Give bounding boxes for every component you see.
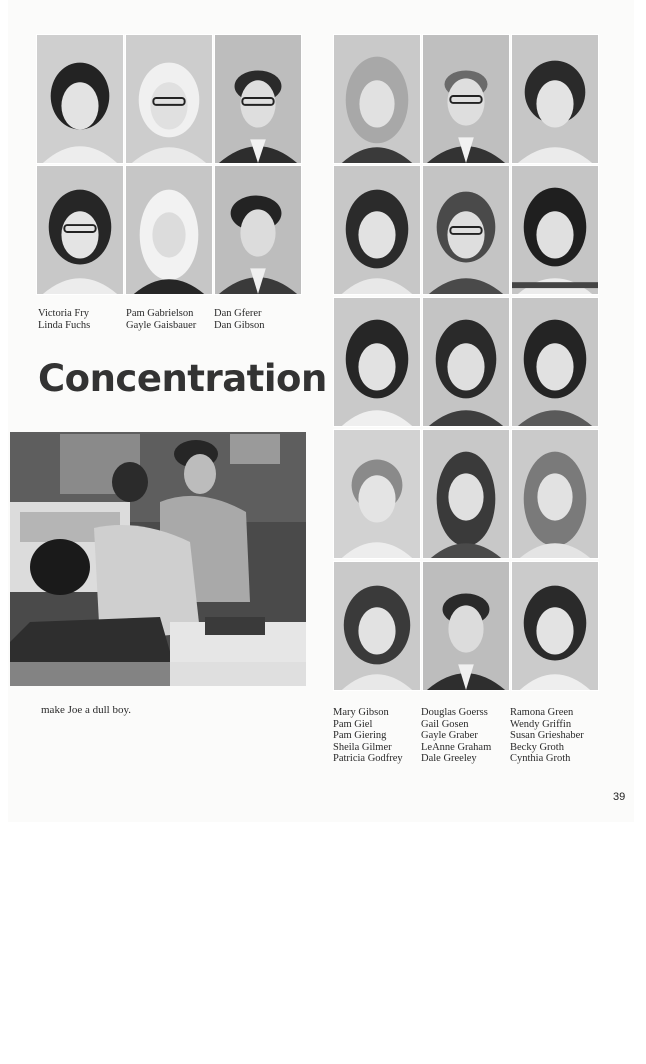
portrait-mary-gibson — [333, 34, 421, 164]
portrait-patricia-godfrey — [333, 561, 421, 691]
name-line: Dale Greeley — [421, 753, 477, 764]
name-line: Patricia Godfrey — [333, 753, 403, 764]
portrait-cynthia-groth — [511, 561, 599, 691]
portrait-pam-giel — [333, 165, 421, 295]
portrait-gail-gosen — [422, 165, 510, 295]
names-right-column-1 — [333, 707, 403, 765]
portrait-victoria-fry — [36, 34, 124, 164]
names-left-column-3 — [214, 308, 264, 331]
name-line: Gayle Gaisbauer — [126, 319, 197, 331]
headline: Concentration — [38, 357, 327, 400]
portrait-sheila-gilmer — [333, 429, 421, 559]
name-line: Victoria Fry — [38, 308, 89, 319]
name-line: Sheila Gilmer — [333, 741, 392, 753]
candid-photo-student-listening — [10, 432, 306, 686]
portrait-ramona-green — [511, 34, 599, 164]
name-line: Ramona Green — [510, 707, 574, 718]
name-line: Linda Fuchs — [38, 319, 91, 331]
portrait-douglas-goerss — [422, 34, 510, 164]
name-line: Susan Grieshaber — [510, 730, 584, 741]
name-line: Wendy Griffin — [510, 718, 572, 730]
name-line: Becky Groth — [510, 741, 564, 753]
names-right-column-3 — [510, 707, 584, 765]
portrait-linda-fuchs — [36, 165, 124, 295]
portrait-becky-groth — [511, 429, 599, 559]
portrait-dan-gibson — [214, 165, 302, 295]
portrait-gayle-graber — [422, 297, 510, 427]
portrait-dale-greeley — [422, 561, 510, 691]
photo-caption: make Joe a dull boy. — [41, 704, 132, 716]
portrait-pam-giering — [333, 297, 421, 427]
portrait-dan-gferer — [214, 34, 302, 164]
name-line: Dan Gibson — [214, 319, 265, 331]
page-number: 39 — [613, 791, 626, 803]
name-line: Douglas Goerss — [421, 707, 488, 718]
name-line: Gail Gosen — [421, 718, 469, 730]
name-line: Dan Gferer — [214, 308, 262, 319]
yearbook-page — [8, 0, 634, 822]
name-line: LeAnne Graham — [421, 741, 492, 753]
name-line: Pam Gabrielson — [126, 308, 194, 319]
names-left-column-1 — [38, 308, 90, 331]
portrait-gayle-gaisbauer — [125, 165, 213, 295]
names-right-column-2 — [421, 707, 491, 765]
name-line: Pam Giering — [333, 730, 387, 741]
names-left-column-2 — [126, 308, 196, 331]
name-line: Cynthia Groth — [510, 753, 571, 764]
name-line: Pam Giel — [333, 718, 373, 730]
portrait-susan-grieshaber — [511, 297, 599, 427]
portrait-leanne-graham — [422, 429, 510, 559]
portrait-wendy-griffin — [511, 165, 599, 295]
name-line: Mary Gibson — [333, 707, 389, 718]
name-line: Gayle Graber — [421, 730, 478, 741]
portrait-pam-gabrielson — [125, 34, 213, 164]
